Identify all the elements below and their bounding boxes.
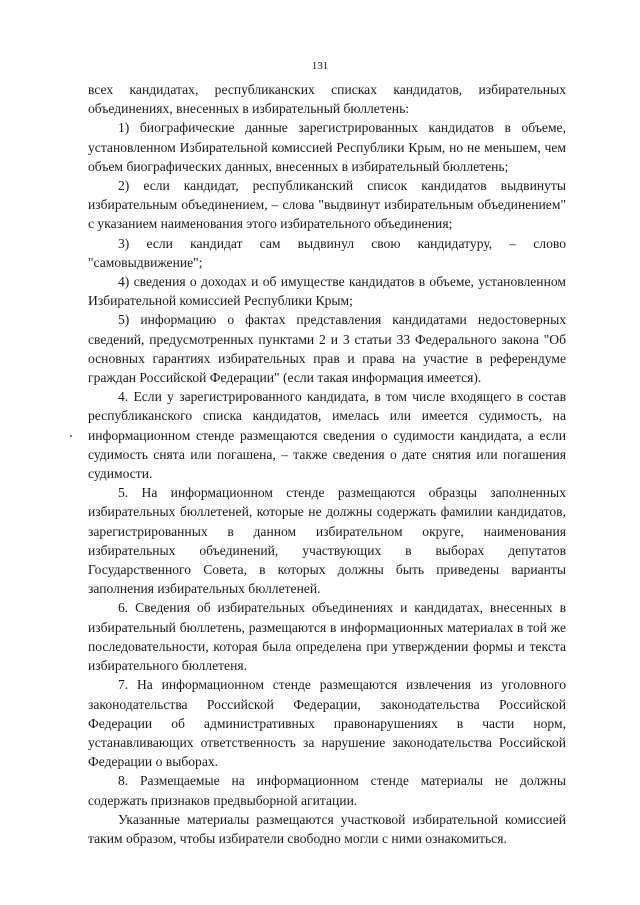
paragraph: 1) биографические данные зарегистрированных кандидатов в объеме, установленном Избирательной комиссией Республики Крым, но не меньшем, чем объем биографических данных, внесенных в избирательный бюллетень;	[88, 120, 566, 174]
paragraph: 6. Сведения об избирательных объединениях и кандидатах, внесенных в избирательный бюллетень, размещаются в информационных материалах в той же последовательности, которая была определена при утверждении формы и текста избирательного бюллетеня.	[88, 600, 566, 674]
paragraph: 4) сведения о доходах и об имуществе кандидатов в объеме, установленном Избирательной комиссией Республики Крым;	[88, 274, 566, 309]
paragraph: 5. На информационном стенде размещаются образцы заполненных избирательных бюллетеней, которые не должны содержать фамилии кандидатов, зарегистрированных в данном избирательном округе, наименования избирательных объединений, участвующих в выборах депутатов Государственного Совета, в которых должны быть приведены варианты заполнения избирательных бюллетеней.	[88, 485, 566, 597]
paragraph: 8. Размещаемые на информационном стенде материалы не должны содержать признаков предвыборной агитации.	[88, 773, 566, 808]
page-number: 131	[311, 60, 329, 72]
paragraph: 7. На информационном стенде размещаются извлечения из уголовного законодательства Российской Федерации, законодательства Российской Федерации об административных правонарушениях в части норм, устанавливающих ответственность за нарушение законодательства Российской Федерации о выборах.	[88, 677, 566, 770]
paragraph: 5) информацию о фактах представления кандидатами недостоверных сведений, предусмотренных пунктами 2 и 3 статьи 33 Федерального закона "Об основных гарантиях избирательных прав и права на участие в референдуме граждан Российской Федерации" (если такая информация имеется).	[88, 312, 566, 386]
paragraph: 3) если кандидат сам выдвинул свою кандидатуру, – слово "самовыдвижение";	[88, 235, 566, 270]
margin-mark	[70, 435, 72, 437]
paragraph: Указанные материалы размещаются участковой избирательной комиссией таким образом, чтобы избиратели свободно могли с ними ознакомиться.	[88, 811, 566, 846]
paragraph: 4. Если у зарегистрированного кандидата, в том числе входящего в состав республиканского списка кандидатов, имелась или имеется судимость, на информационном стенде размещаются сведения о судимости кандидата, а если судимость снята или погашена, – также сведения о дате снятия или погашения судимости.	[88, 389, 566, 482]
paragraph: всех кандидатах, республиканских списках кандидатов, избирательных объединениях, внесенных в избирательный бюллетень:	[88, 82, 566, 117]
document-body	[88, 80, 566, 848]
paragraph: 2) если кандидат, республиканский список кандидатов выдвинуты избирательным объединением, – слова "выдвинут избирательным объединением" с указанием наименования этого избирательного объединения;	[88, 178, 566, 232]
